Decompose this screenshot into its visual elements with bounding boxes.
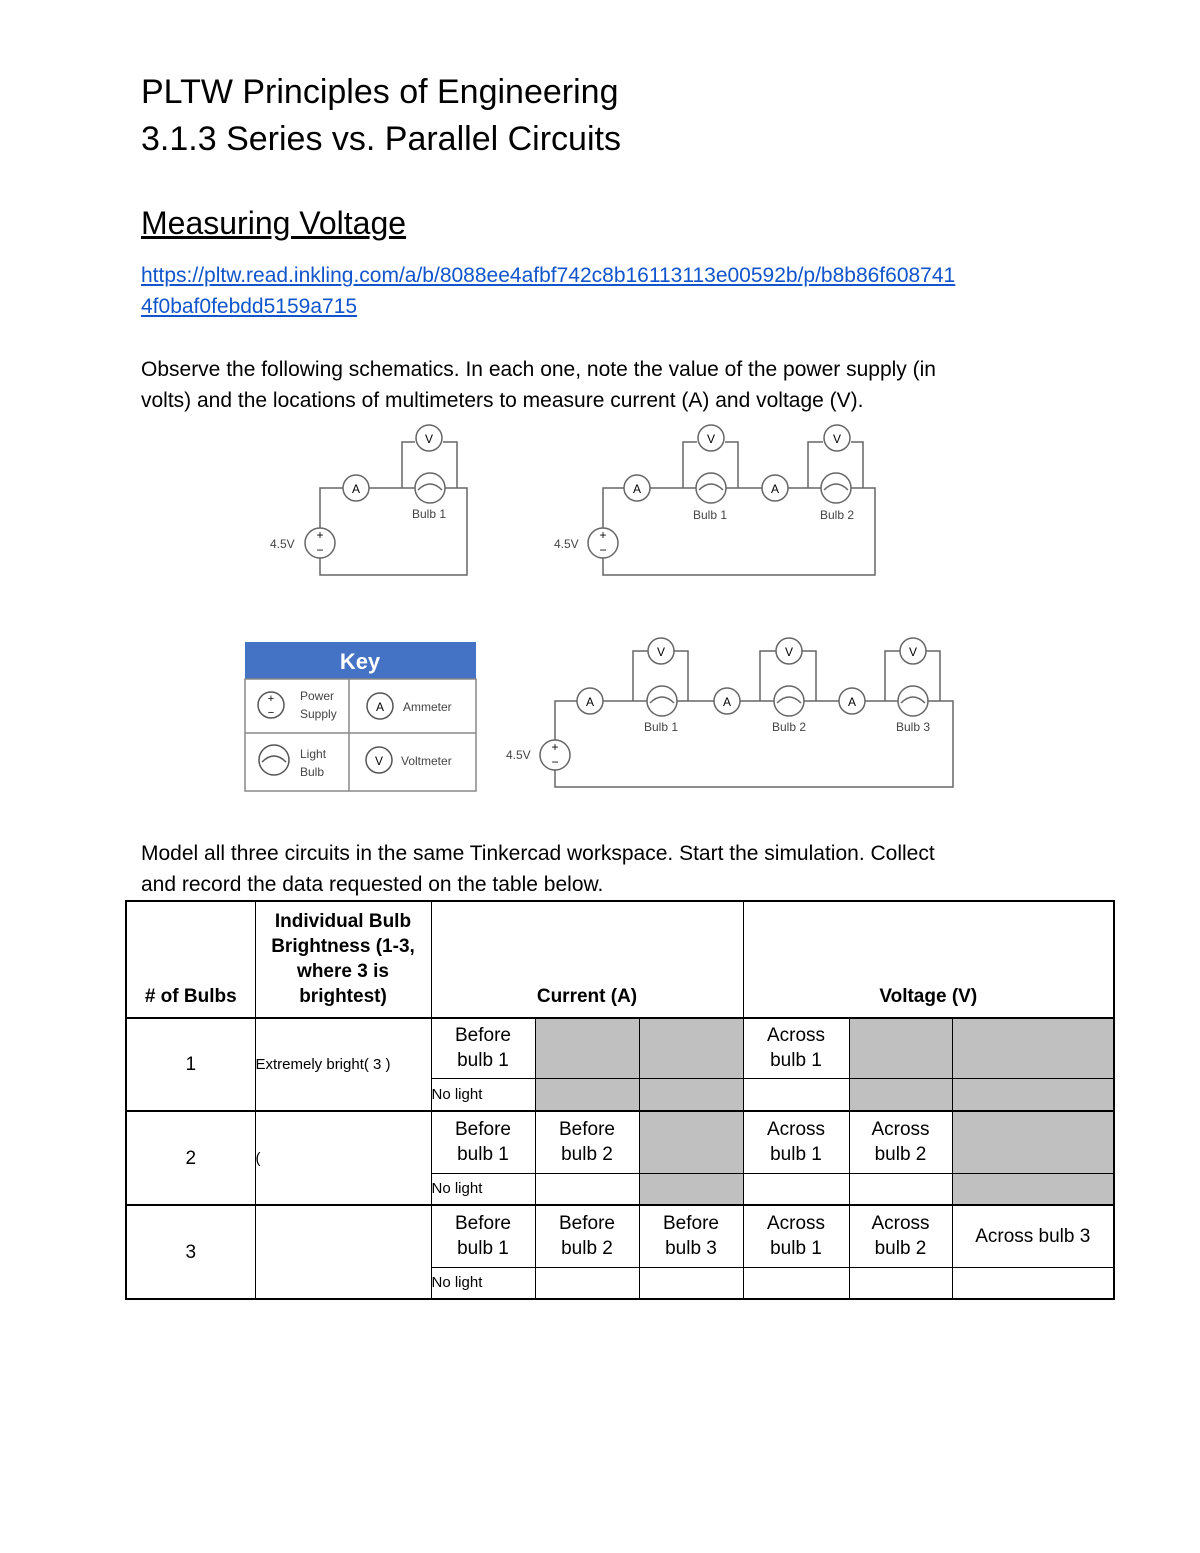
current-value[interactable]: No light — [431, 1173, 535, 1205]
bulbs-count: 2 — [126, 1111, 255, 1205]
key-ammeter-label: Ammeter — [403, 700, 452, 714]
voltage-label: Across bulb 1 — [743, 1018, 849, 1078]
current-label: Before bulb 3 — [639, 1205, 743, 1267]
light-bulb-icon — [821, 473, 851, 503]
svg-text:A: A — [722, 695, 732, 709]
brightness-value[interactable]: ( — [255, 1111, 431, 1205]
bulb-label: Bulb 1 — [643, 720, 679, 734]
shaded-cell — [952, 1078, 1114, 1111]
ammeter-icon — [577, 688, 603, 714]
current-value[interactable] — [639, 1267, 743, 1299]
svg-text:V: V — [424, 432, 434, 446]
power-supply-icon — [588, 528, 618, 558]
voltmeter-icon — [824, 425, 850, 451]
voltmeter-icon — [648, 638, 674, 664]
light-bulb-icon — [647, 686, 677, 716]
svg-text:A: A — [632, 482, 642, 496]
schematic-two-bulbs — [548, 420, 883, 584]
page-title: PLTW Principles of Engineering — [141, 73, 619, 111]
ammeter-icon — [714, 688, 740, 714]
instructions-line1: Model all three circuits in the same Tinkercad workspace. Start the simulation. Collect — [141, 842, 935, 865]
header-bulbs: # of Bulbs — [126, 901, 255, 1018]
voltmeter-icon — [900, 638, 926, 664]
light-bulb-icon — [259, 745, 289, 775]
bulb-label: Bulb 3 — [895, 720, 931, 734]
voltmeter-icon — [416, 425, 442, 451]
light-bulb-icon — [898, 686, 928, 716]
svg-text:V: V — [374, 754, 384, 768]
power-supply-icon — [258, 692, 284, 719]
svg-text:+: + — [267, 693, 275, 705]
shaded-cell — [639, 1078, 743, 1111]
svg-text:V: V — [656, 645, 666, 659]
light-bulb-icon — [696, 473, 726, 503]
ammeter-icon — [839, 688, 865, 714]
key-light-bulb-label-2: Bulb — [300, 765, 325, 779]
current-label: Before bulb 2 — [535, 1111, 639, 1173]
bulb-label: Bulb 2 — [771, 720, 807, 734]
header-brightness: Individual Bulb Brightness (1-3, where 3 is brightest) — [255, 901, 431, 1018]
data-table — [125, 900, 1115, 1300]
svg-text:−: − — [599, 543, 607, 557]
power-supply-icon — [305, 528, 335, 558]
current-label: Before bulb 2 — [535, 1205, 639, 1267]
light-bulb-icon — [415, 473, 445, 503]
bulb-label: Bulb 1 — [692, 508, 728, 522]
voltage-value[interactable] — [743, 1267, 849, 1299]
key-title: Key — [339, 649, 381, 674]
voltage-value[interactable] — [743, 1173, 849, 1205]
shaded-cell — [849, 1018, 952, 1078]
key-power-supply-label: Power — [300, 689, 335, 703]
current-value[interactable] — [535, 1173, 639, 1205]
svg-text:V: V — [908, 645, 918, 659]
ammeter-icon — [343, 475, 369, 501]
voltmeter-icon — [366, 747, 392, 773]
brightness-value[interactable]: Extremely bright( 3 ) — [255, 1018, 431, 1111]
svg-text:V: V — [784, 645, 794, 659]
reference-link-continued[interactable]: 4f0baf0febdd5159a715 — [141, 295, 358, 318]
voltage-label: Across bulb 2 — [849, 1111, 952, 1173]
svg-text:A: A — [351, 482, 361, 496]
bulb-label: Bulb 2 — [819, 508, 855, 522]
reference-link[interactable]: https://pltw.read.inkling.com/a/b/8088ee4afbf742c8b16113113e00592b/p/b8b86f608741 — [141, 264, 956, 287]
voltage-value[interactable] — [952, 1267, 1114, 1299]
intro-text-line1: Observe the following schematics. In each one, note the value of the power supply (in — [141, 358, 936, 381]
bulbs-count: 1 — [126, 1018, 255, 1111]
header-voltage: Voltage (V) — [743, 901, 1114, 1018]
voltage-label: Across bulb 3 — [952, 1205, 1114, 1267]
svg-text:A: A — [585, 695, 595, 709]
current-label: Before bulb 1 — [431, 1018, 535, 1078]
bulb-label: Bulb 1 — [411, 507, 447, 521]
voltage-value[interactable] — [849, 1267, 952, 1299]
shaded-cell — [952, 1111, 1114, 1173]
current-label: Before bulb 1 — [431, 1205, 535, 1267]
shaded-cell — [639, 1111, 743, 1173]
key-light-bulb-label: Light — [300, 747, 327, 761]
shaded-cell — [535, 1078, 639, 1111]
intro-text-line2: volts) and the locations of multimeters to measure current (A) and voltage (V). — [141, 389, 864, 412]
svg-text:+: + — [316, 528, 324, 542]
ammeter-icon — [762, 475, 788, 501]
shaded-cell — [952, 1173, 1114, 1205]
svg-text:A: A — [375, 700, 385, 714]
svg-text:V: V — [832, 432, 842, 446]
ammeter-icon — [624, 475, 650, 501]
shaded-cell — [639, 1018, 743, 1078]
svg-text:+: + — [599, 528, 607, 542]
voltage-value[interactable] — [849, 1173, 952, 1205]
svg-text:−: − — [316, 543, 324, 557]
symbol-key — [244, 641, 478, 793]
source-label: 4.5V — [270, 537, 295, 551]
svg-text:−: − — [551, 755, 559, 769]
shaded-cell — [849, 1078, 952, 1111]
source-label: 4.5V — [554, 537, 579, 551]
svg-text:A: A — [770, 482, 780, 496]
page-subtitle: 3.1.3 Series vs. Parallel Circuits — [141, 120, 621, 158]
brightness-value[interactable] — [255, 1205, 431, 1299]
key-power-supply-label-2: Supply — [300, 707, 337, 721]
voltmeter-icon — [776, 638, 802, 664]
voltage-label: Across bulb 1 — [743, 1205, 849, 1267]
shaded-cell — [535, 1018, 639, 1078]
section-heading: Measuring Voltage — [141, 205, 407, 241]
svg-text:V: V — [706, 432, 716, 446]
voltage-value[interactable] — [743, 1078, 849, 1111]
current-label: Before bulb 1 — [431, 1111, 535, 1173]
current-value[interactable]: No light — [431, 1267, 535, 1299]
schematic-three-bulbs — [500, 632, 960, 792]
svg-text:A: A — [847, 695, 857, 709]
shaded-cell — [952, 1018, 1114, 1078]
source-label: 4.5V — [506, 748, 531, 762]
svg-text:−: − — [267, 707, 275, 719]
current-value[interactable] — [535, 1267, 639, 1299]
ammeter-icon — [367, 693, 393, 719]
voltage-label: Across bulb 2 — [849, 1205, 952, 1267]
shaded-cell — [639, 1173, 743, 1205]
light-bulb-icon — [774, 686, 804, 716]
key-voltmeter-label: Voltmeter — [401, 754, 452, 768]
voltmeter-icon — [698, 425, 724, 451]
bulbs-count: 3 — [126, 1205, 255, 1299]
current-value[interactable]: No light — [431, 1078, 535, 1111]
header-current: Current (A) — [431, 901, 743, 1018]
instructions-line2: and record the data requested on the table below. — [141, 873, 604, 896]
voltage-label: Across bulb 1 — [743, 1111, 849, 1173]
power-supply-icon — [540, 740, 570, 770]
svg-text:+: + — [551, 740, 559, 754]
schematic-one-bulb — [262, 420, 482, 584]
